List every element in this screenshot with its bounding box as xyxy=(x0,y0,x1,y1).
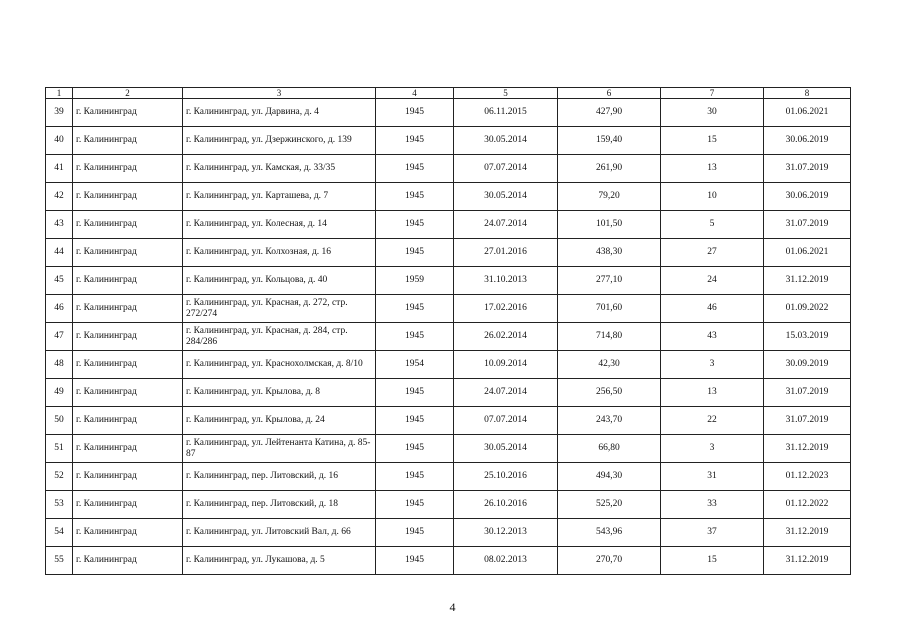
address-cell: г. Калининград, ул. Дарвина, д. 4 xyxy=(183,99,376,127)
area-cell: 159,40 xyxy=(558,127,661,155)
date-cell: 30.05.2014 xyxy=(454,127,558,155)
year-cell: 1945 xyxy=(376,127,454,155)
table-row xyxy=(46,463,851,491)
table-row xyxy=(46,323,851,351)
deadline-cell: 31.12.2019 xyxy=(764,267,851,295)
date-cell: 30.05.2014 xyxy=(454,183,558,211)
area-cell: 543,96 xyxy=(558,519,661,547)
address-cell: г. Калининград, ул. Кольцова, д. 40 xyxy=(183,267,376,295)
deadline-cell: 01.06.2021 xyxy=(764,239,851,267)
address-cell: г. Калининград, ул. Колесная, д. 14 xyxy=(183,211,376,239)
count-cell: 31 xyxy=(661,463,764,491)
address-cell: г. Калининград, ул. Карташева, д. 7 xyxy=(183,183,376,211)
count-cell: 22 xyxy=(661,407,764,435)
city-cell: г. Калининград xyxy=(73,519,183,547)
date-cell: 31.10.2013 xyxy=(454,267,558,295)
table-row xyxy=(46,547,851,575)
city-cell: г. Калининград xyxy=(73,351,183,379)
date-cell: 30.12.2013 xyxy=(454,519,558,547)
date-cell: 06.11.2015 xyxy=(454,99,558,127)
address-cell: г. Калининград, ул. Лейтенанта Катина, д. 85-87 xyxy=(183,435,376,463)
deadline-cell: 01.06.2021 xyxy=(764,99,851,127)
year-cell: 1945 xyxy=(376,547,454,575)
row-number: 43 xyxy=(46,211,73,239)
row-number: 45 xyxy=(46,267,73,295)
column-header: 5 xyxy=(454,88,558,99)
table-row xyxy=(46,351,851,379)
area-cell: 525,20 xyxy=(558,491,661,519)
deadline-cell: 31.07.2019 xyxy=(764,379,851,407)
area-cell: 243,70 xyxy=(558,407,661,435)
address-cell: г. Калининград, пер. Литовский, д. 18 xyxy=(183,491,376,519)
area-cell: 714,80 xyxy=(558,323,661,351)
area-cell: 701,60 xyxy=(558,295,661,323)
table-row xyxy=(46,267,851,295)
date-cell: 07.07.2014 xyxy=(454,155,558,183)
year-cell: 1945 xyxy=(376,435,454,463)
area-cell: 256,50 xyxy=(558,379,661,407)
city-cell: г. Калининград xyxy=(73,491,183,519)
date-cell: 24.07.2014 xyxy=(454,379,558,407)
year-cell: 1959 xyxy=(376,267,454,295)
column-header: 3 xyxy=(183,88,376,99)
year-cell: 1945 xyxy=(376,379,454,407)
row-number: 53 xyxy=(46,491,73,519)
address-cell: г. Калининград, ул. Камская, д. 33/35 xyxy=(183,155,376,183)
address-cell: г. Калининград, ул. Красная, д. 284, стр. 284/286 xyxy=(183,323,376,351)
row-number: 54 xyxy=(46,519,73,547)
deadline-cell: 01.09.2022 xyxy=(764,295,851,323)
count-cell: 27 xyxy=(661,239,764,267)
deadline-cell: 30.06.2019 xyxy=(764,183,851,211)
address-cell: г. Калининград, ул. Колхозная, д. 16 xyxy=(183,239,376,267)
table-row xyxy=(46,239,851,267)
row-number: 46 xyxy=(46,295,73,323)
deadline-cell: 30.09.2019 xyxy=(764,351,851,379)
count-cell: 3 xyxy=(661,351,764,379)
date-cell: 26.10.2016 xyxy=(454,491,558,519)
deadline-cell: 31.07.2019 xyxy=(764,155,851,183)
date-cell: 10.09.2014 xyxy=(454,351,558,379)
table-row xyxy=(46,407,851,435)
year-cell: 1945 xyxy=(376,239,454,267)
column-header: 4 xyxy=(376,88,454,99)
table-row xyxy=(46,127,851,155)
deadline-cell: 15.03.2019 xyxy=(764,323,851,351)
table-row xyxy=(46,435,851,463)
column-header: 8 xyxy=(764,88,851,99)
count-cell: 33 xyxy=(661,491,764,519)
area-cell: 277,10 xyxy=(558,267,661,295)
date-cell: 07.07.2014 xyxy=(454,407,558,435)
city-cell: г. Калининград xyxy=(73,99,183,127)
city-cell: г. Калининград xyxy=(73,183,183,211)
area-cell: 438,30 xyxy=(558,239,661,267)
city-cell: г. Калининград xyxy=(73,407,183,435)
date-cell: 27.01.2016 xyxy=(454,239,558,267)
row-number: 40 xyxy=(46,127,73,155)
address-cell: г. Калининград, ул. Литовский Вал, д. 66 xyxy=(183,519,376,547)
date-cell: 30.05.2014 xyxy=(454,435,558,463)
city-cell: г. Калининград xyxy=(73,379,183,407)
city-cell: г. Калининград xyxy=(73,239,183,267)
row-number: 49 xyxy=(46,379,73,407)
year-cell: 1945 xyxy=(376,183,454,211)
row-number: 41 xyxy=(46,155,73,183)
count-cell: 43 xyxy=(661,323,764,351)
date-cell: 08.02.2013 xyxy=(454,547,558,575)
area-cell: 79,20 xyxy=(558,183,661,211)
row-number: 44 xyxy=(46,239,73,267)
row-number: 42 xyxy=(46,183,73,211)
city-cell: г. Калининград xyxy=(73,463,183,491)
count-cell: 15 xyxy=(661,127,764,155)
area-cell: 261,90 xyxy=(558,155,661,183)
year-cell: 1945 xyxy=(376,155,454,183)
table-row xyxy=(46,183,851,211)
row-number: 52 xyxy=(46,463,73,491)
date-cell: 25.10.2016 xyxy=(454,463,558,491)
city-cell: г. Калининград xyxy=(73,267,183,295)
city-cell: г. Калининград xyxy=(73,211,183,239)
deadline-cell: 30.06.2019 xyxy=(764,127,851,155)
column-header: 1 xyxy=(46,88,73,99)
address-cell: г. Калининград, ул. Крылова, д. 24 xyxy=(183,407,376,435)
count-cell: 10 xyxy=(661,183,764,211)
row-number: 55 xyxy=(46,547,73,575)
table-row xyxy=(46,295,851,323)
count-cell: 13 xyxy=(661,155,764,183)
year-cell: 1945 xyxy=(376,463,454,491)
year-cell: 1945 xyxy=(376,407,454,435)
table-row xyxy=(46,211,851,239)
address-cell: г. Калининград, пер. Литовский, д. 16 xyxy=(183,463,376,491)
city-cell: г. Калининград xyxy=(73,127,183,155)
deadline-cell: 31.07.2019 xyxy=(764,407,851,435)
table-row xyxy=(46,155,851,183)
column-header: 2 xyxy=(73,88,183,99)
area-cell: 42,30 xyxy=(558,351,661,379)
deadline-cell: 31.12.2019 xyxy=(764,519,851,547)
count-cell: 5 xyxy=(661,211,764,239)
count-cell: 30 xyxy=(661,99,764,127)
year-cell: 1945 xyxy=(376,99,454,127)
year-cell: 1954 xyxy=(376,351,454,379)
table-row xyxy=(46,519,851,547)
table-row xyxy=(46,379,851,407)
page-number: 4 xyxy=(449,600,456,614)
count-cell: 15 xyxy=(661,547,764,575)
address-cell: г. Калининград, ул. Крылова, д. 8 xyxy=(183,379,376,407)
year-cell: 1945 xyxy=(376,211,454,239)
address-cell: г. Калининград, ул. Лукашова, д. 5 xyxy=(183,547,376,575)
area-cell: 427,90 xyxy=(558,99,661,127)
date-cell: 26.02.2014 xyxy=(454,323,558,351)
deadline-cell: 01.12.2023 xyxy=(764,463,851,491)
deadline-cell: 01.12.2022 xyxy=(764,491,851,519)
address-cell: г. Калининград, ул. Дзержинского, д. 139 xyxy=(183,127,376,155)
count-cell: 37 xyxy=(661,519,764,547)
row-number: 39 xyxy=(46,99,73,127)
city-cell: г. Калининград xyxy=(73,295,183,323)
deadline-cell: 31.12.2019 xyxy=(764,435,851,463)
year-cell: 1945 xyxy=(376,295,454,323)
count-cell: 24 xyxy=(661,267,764,295)
area-cell: 66,80 xyxy=(558,435,661,463)
header-row xyxy=(46,88,851,99)
date-cell: 24.07.2014 xyxy=(454,211,558,239)
table-row xyxy=(46,99,851,127)
address-cell: г. Калининград, ул. Краснохолмская, д. 8/10 xyxy=(183,351,376,379)
city-cell: г. Калининград xyxy=(73,435,183,463)
count-cell: 3 xyxy=(661,435,764,463)
row-number: 50 xyxy=(46,407,73,435)
housing-table xyxy=(45,87,851,575)
year-cell: 1945 xyxy=(376,323,454,351)
area-cell: 101,50 xyxy=(558,211,661,239)
row-number: 51 xyxy=(46,435,73,463)
column-header: 6 xyxy=(558,88,661,99)
area-cell: 270,70 xyxy=(558,547,661,575)
city-cell: г. Калининград xyxy=(73,155,183,183)
city-cell: г. Калининград xyxy=(73,323,183,351)
column-header: 7 xyxy=(661,88,764,99)
row-number: 48 xyxy=(46,351,73,379)
year-cell: 1945 xyxy=(376,491,454,519)
deadline-cell: 31.12.2019 xyxy=(764,547,851,575)
area-cell: 494,30 xyxy=(558,463,661,491)
year-cell: 1945 xyxy=(376,519,454,547)
count-cell: 46 xyxy=(661,295,764,323)
city-cell: г. Калининград xyxy=(73,547,183,575)
count-cell: 13 xyxy=(661,379,764,407)
row-number: 47 xyxy=(46,323,73,351)
date-cell: 17.02.2016 xyxy=(454,295,558,323)
address-cell: г. Калининград, ул. Красная, д. 272, стр. 272/274 xyxy=(183,295,376,323)
deadline-cell: 31.07.2019 xyxy=(764,211,851,239)
table-row xyxy=(46,491,851,519)
